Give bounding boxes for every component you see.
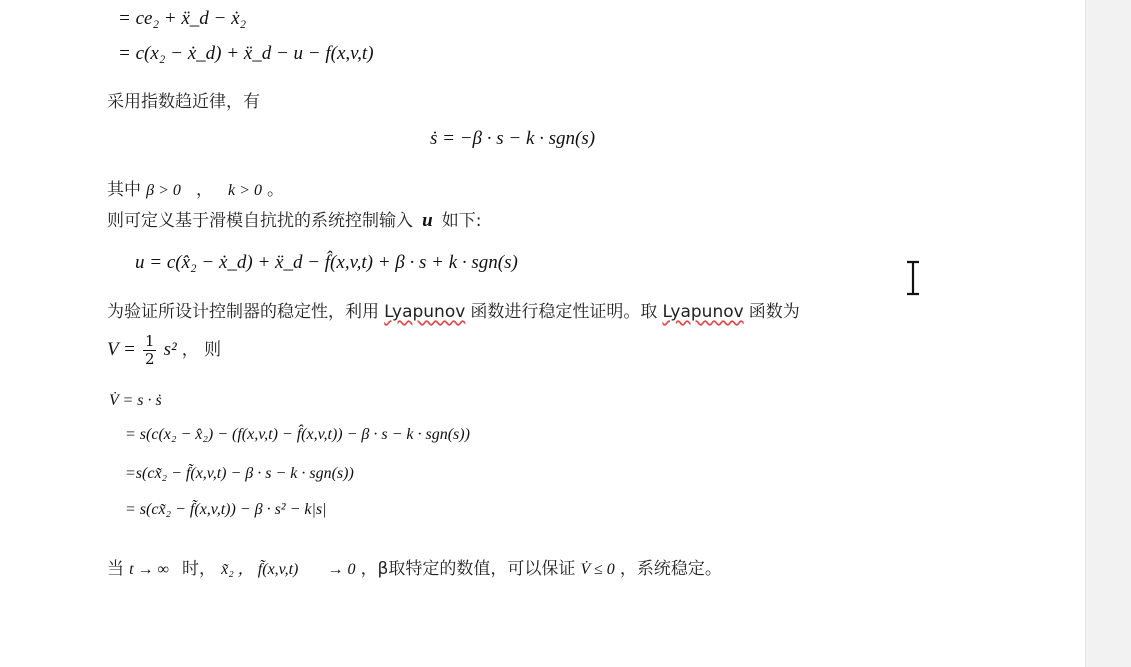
fraction-one-half	[143, 333, 157, 368]
text-as-follows: 如下:	[441, 211, 482, 231]
paragraph-stability	[107, 297, 800, 322]
equation-lyapunov-function	[107, 333, 221, 368]
equation-vdot-3: =s(cx̃₂ − f̃(x,v,t) − β · s − k · sgn(s))	[125, 465, 354, 482]
equation-line-1: = ce₂ + ẍ_d − ẋ₂	[118, 8, 247, 29]
paragraph-conditions	[107, 175, 284, 200]
comma-separator: ，	[195, 180, 213, 200]
text-time: 时，	[182, 559, 217, 579]
equation-control-law: u = c(x̂₂ − ẋ_d) + ẍ_d − f̂(x,v,t) + β · s + k · sgn(s)	[135, 252, 518, 273]
condition-zero: → 0	[327, 561, 356, 578]
condition-t: t → ∞	[129, 561, 169, 578]
text-stable: ，系统稳定。	[619, 559, 722, 579]
equation-line-2: = c(x₂ − ẋ_d) + ẍ_d − u − f(x,v,t)	[118, 43, 374, 64]
text-stability: 为验证所设计控制器的稳定性，利用	[107, 302, 379, 322]
variable-u: u	[422, 210, 433, 231]
condition-vars: x̃₂ ， f̃(x,v,t)	[221, 561, 299, 578]
text-when: 当	[107, 559, 124, 579]
equation-vdot-2: = s(c(x₂ − x̂₂) − (f(x,v,t) − f̂(x,v,t)) − β · s − k · sgn(s))	[125, 426, 470, 443]
text-cursor-icon	[903, 260, 923, 296]
fraction-denominator: 2	[144, 350, 155, 368]
condition-vdot: V̇ ≤ 0	[580, 561, 615, 578]
text-stability-2: 函数进行稳定性证明。取	[470, 302, 658, 322]
equation-vdot-4: = s(cx̃₂ − f̃(x,v,t)) − β · s² − k|s|	[125, 501, 327, 518]
text-stability-3: 函数为	[748, 302, 800, 322]
equation-reaching-law: ṡ = −β · s − k · sgn(s)	[430, 128, 596, 149]
paragraph-reaching-law: 采用指数趋近律，有	[107, 92, 260, 112]
text-where: 其中	[107, 180, 141, 200]
fraction-numerator: 1	[144, 332, 155, 350]
text-define: 则可定义基于滑模自抗扰的系统控制输入	[107, 211, 413, 231]
paragraph-conclusion	[107, 554, 722, 579]
condition-beta: β > 0	[146, 182, 181, 199]
equation-vdot-1: V̇ = s · ṡ	[109, 392, 162, 409]
side-panel-gutter	[1085, 0, 1131, 667]
word-lyapunov-2: Lyapunov	[662, 302, 744, 322]
text-beta-choice: ，β取特定的数值，可以保证	[360, 559, 576, 579]
period-mark: 。	[267, 180, 285, 200]
paragraph-define-control	[107, 206, 482, 232]
eq-v-left: V =	[107, 339, 136, 360]
text-then: ， 则	[181, 340, 222, 360]
word-lyapunov-1: Lyapunov	[384, 302, 466, 322]
condition-k: k > 0	[228, 182, 262, 199]
eq-v-right: s²	[163, 339, 177, 360]
